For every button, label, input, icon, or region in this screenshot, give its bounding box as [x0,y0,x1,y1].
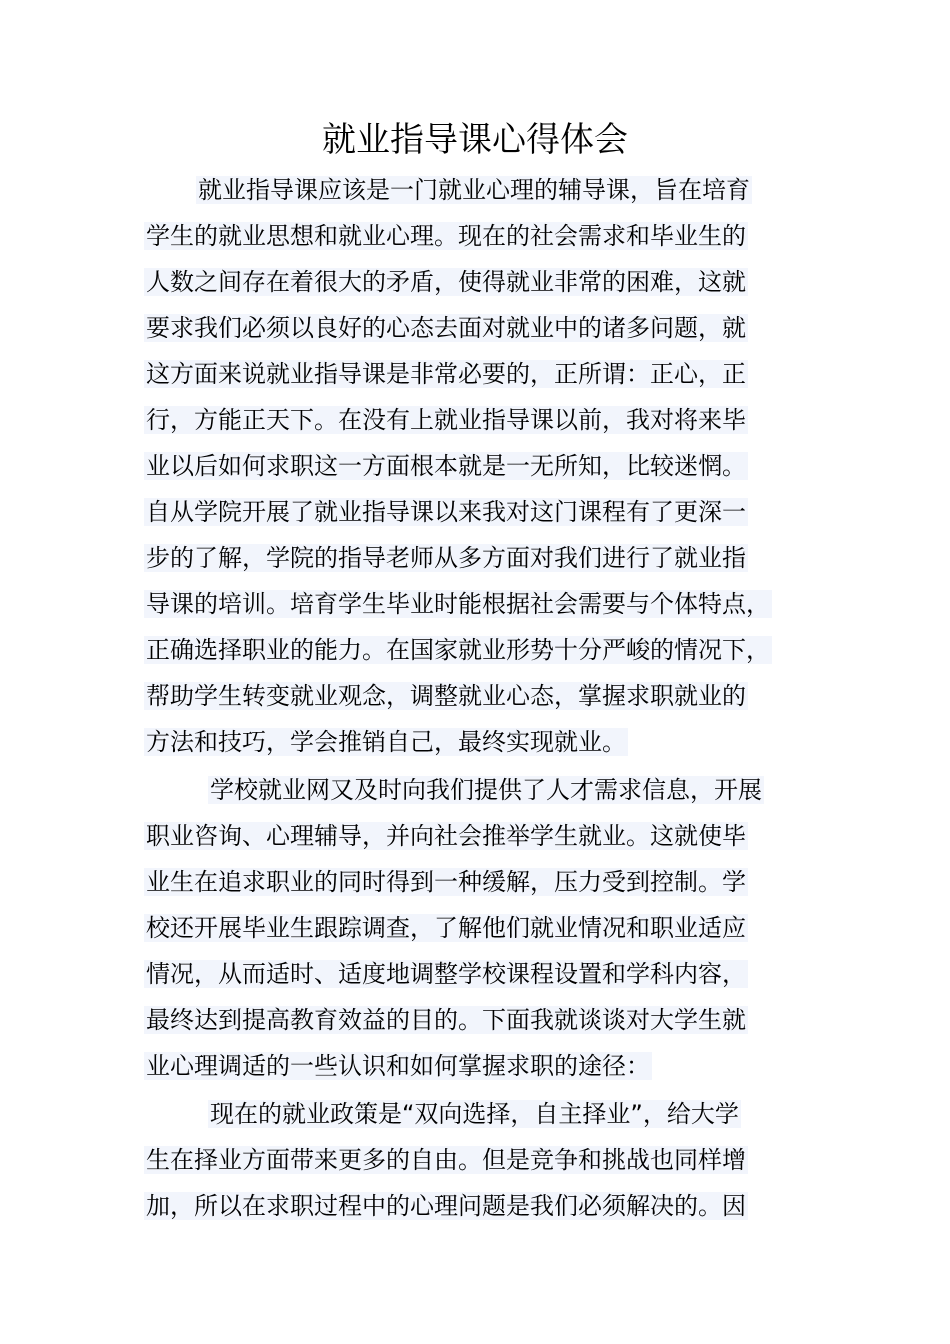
paragraph-line: 业以后如何求职这一方面根本就是一无所知，比较迷惘。 [146,452,746,480]
paragraph-line: 业心理调适的一些认识和如何掌握求职的途径： [146,1052,650,1080]
paragraph-line: 生在择业方面带来更多的自由。但是竞争和挑战也同样增 [146,1146,746,1174]
paragraph-line: 这方面来说就业指导课是非常必要的，正所谓：正心，正 [146,360,746,388]
paragraph-line: 方法和技巧，学会推销自己，最终实现就业。 [146,728,626,756]
paragraph-line: 步的了解，学院的指导老师从多方面对我们进行了就业指 [146,544,746,572]
paragraph-line: 最终达到提高教育效益的目的。下面我就谈谈对大学生就 [146,1006,746,1034]
paragraph-line: 行，方能正天下。在没有上就业指导课以前，我对将来毕 [146,406,746,434]
paragraph-line: 学校就业网又及时向我们提供了人才需求信息，开展 [210,776,762,804]
paragraph-line: 业生在追求职业的同时得到一种缓解，压力受到控制。学 [146,868,746,896]
document-title: 就业指导课心得体会 [322,120,628,160]
paragraph-line: 就业指导课应该是一门就业心理的辅导课，旨在培育 [198,176,750,204]
paragraph-line: 学生的就业思想和就业心理。现在的社会需求和毕业生的 [146,222,746,250]
paragraph-line: 职业咨询、心理辅导，并向社会推举学生就业。这就使毕 [146,822,746,850]
paragraph-line: 帮助学生转变就业观念，调整就业心态，掌握求职就业的 [146,682,746,710]
paragraph-line: 加，所以在求职过程中的心理问题是我们必须解决的。因 [146,1192,746,1220]
paragraph-line: 导课的培训。培育学生毕业时能根据社会需要与个体特点， [146,590,770,618]
paragraph-line: 校还开展毕业生跟踪调查，了解他们就业情况和职业适应 [146,914,746,942]
paragraph-line: 情况，从而适时、适度地调整学校课程设置和学科内容， [146,960,746,988]
paragraph-line: 正确选择职业的能力。在国家就业形势十分严峻的情况下， [146,636,770,664]
paragraph-line: 现在的就业政策是“双向选择，自主择业”，给大学 [210,1100,739,1128]
paragraph-line: 要求我们必须以良好的心态去面对就业中的诸多问题，就 [146,314,746,342]
paragraph-line: 自从学院开展了就业指导课以来我对这门课程有了更深一 [146,498,746,526]
paragraph-line: 人数之间存在着很大的矛盾，使得就业非常的困难，这就 [146,268,746,296]
